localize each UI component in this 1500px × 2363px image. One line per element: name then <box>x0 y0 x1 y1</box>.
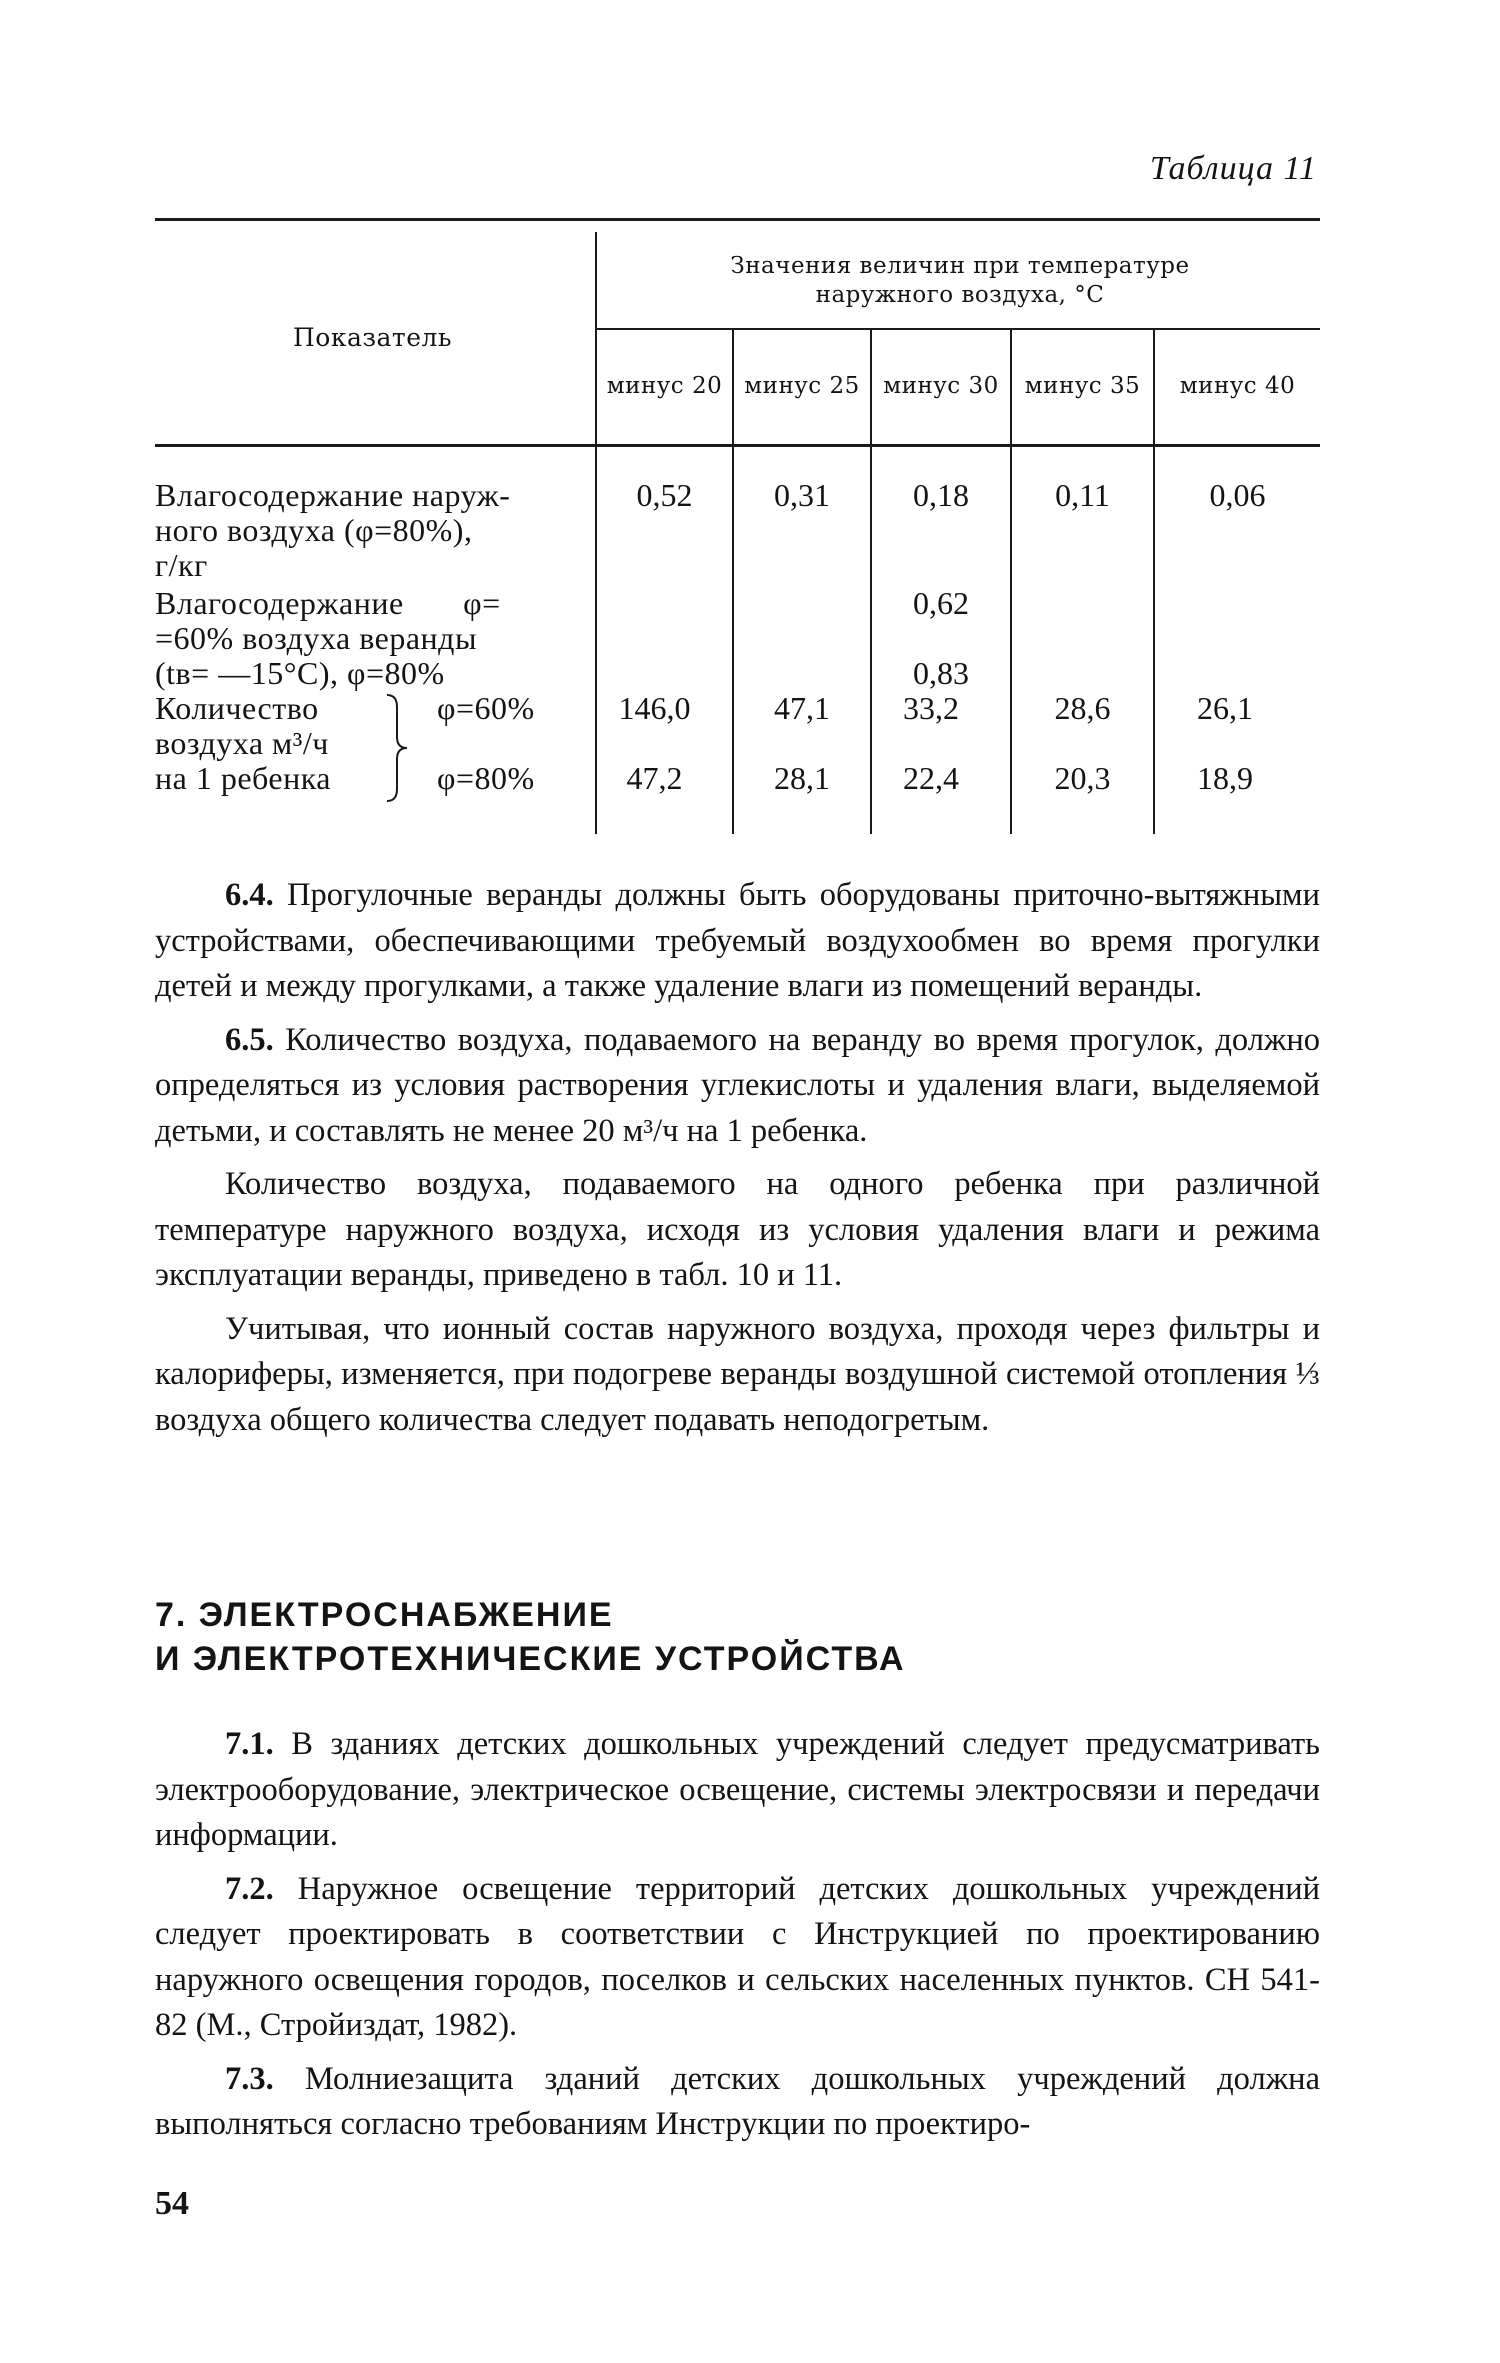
paragraph-ion-composition: Учитывая, что ионный состав наружного воздуха, проходя через фильтры и калориферы, изменяется, при подогреве веранды воздушной системой отопления ⅓ воздуха общего количества следует подавать неподогретым. <box>155 1310 1320 1438</box>
table-top-rule <box>155 218 1320 221</box>
table-cell: 0,62 <box>913 585 969 621</box>
group-header-line2: наружного воздуха, °С <box>815 282 1105 308</box>
paragraph-6-5: 6.5. Количество воздуха, подаваемого на веранду во время прогулок, должно определяться из условия растворения углекислоты и удаления влаги, выделяемой детьми, и составлять не менее 20 м³/ч на 1 ребенка. <box>155 1021 1321 1149</box>
table-cell: 0,31 <box>774 477 830 513</box>
table-caption: Таблица 11 <box>1149 150 1317 187</box>
paragraph-7-1: 7.1. В зданиях детских дошкольных учреждений следует предусматривать электрооборудование, электрическое освещение, системы электросвязи и передачи информации. <box>155 1726 1321 1853</box>
paragraph-6-4: 6.4. Прогулочные веранды должны быть оборудованы приточно-вытяжными устройствами, обеспечивающими требуемый воздухообмен во время прогулки детей и между прогулками, а также удаление влаги из помещений веранды. <box>155 877 1321 1004</box>
table-vline-2 <box>870 330 872 834</box>
table-cell: 18,9 <box>1197 760 1253 796</box>
table-cell: 22,4 <box>903 760 959 796</box>
group-header-line1: Значения величин при температуре <box>730 253 1190 279</box>
row-label-moisture-veranda: Влагосодержание φ= =60% воздуха веранды (tв= —15°С), φ=80% <box>155 585 501 691</box>
section-6-text <box>155 873 1320 1451</box>
table-cell: 0,11 <box>1055 477 1110 513</box>
row-label-moisture-outdoor: Влагосодержание наруж- ного воздуха (φ=80%), г/кг <box>155 477 511 583</box>
table-cell: 0,83 <box>913 655 969 691</box>
group-header <box>600 252 1320 310</box>
table-cell: 28,1 <box>774 760 830 796</box>
table-vline-4 <box>1153 330 1155 834</box>
table-cell: 20,3 <box>1054 760 1111 796</box>
paragraph-7-2: 7.2. Наружное освещение территорий детских дошкольных учреждений следует проектировать в соответствии с Инструкцией по проектированию наружного освещения городов, поселков и сельских населенных пунктов. СН 541-82 (М., Стройиздат, 1982). <box>155 1870 1320 2043</box>
table-cell: 47,2 <box>626 760 683 796</box>
table-vline-1 <box>732 330 734 834</box>
paragraph-air-quantity: Количество воздуха, подаваемого на одного ребенка при различной температуре наружного воздуха, исходя из условия удаления влаги и режима эксплуатации веранды, приведено в табл. 10 и 11. <box>155 1166 1320 1293</box>
table-cell: 47,1 <box>774 690 830 726</box>
table-cell: 28,6 <box>1054 690 1111 726</box>
row-label-air-quantity: Количество воздуха м³/ч на 1 ребенка <box>155 690 331 796</box>
row-phi-60: φ=60% <box>437 690 535 726</box>
table-cell: 0,52 <box>636 477 693 513</box>
table-cell: 26,1 <box>1197 690 1253 726</box>
col-header-minus30: минус 30 <box>883 373 999 399</box>
brace-icon <box>383 693 409 803</box>
section-7-heading: 7. ЭЛЕКТРОСНАБЖЕНИЕ И ЭЛЕКТРОТЕХНИЧЕСКИЕ УСТРОЙСТВА <box>155 1596 906 1678</box>
row-phi-80: φ=80% <box>437 760 535 796</box>
table-vline-3 <box>1010 330 1012 834</box>
col-header-minus20: минус 20 <box>606 373 723 399</box>
table-cell: 0,06 <box>1209 477 1266 513</box>
table-group-rule <box>595 328 1320 330</box>
paragraph-7-3: 7.3. Молниезащита зданий детских дошкольных учреждений должна выполняться согласно требованиям Инструкции по проектиро- <box>155 2060 1320 2142</box>
col-header-minus35: минус 35 <box>1024 373 1141 399</box>
table-cell: 0,18 <box>913 477 969 513</box>
table-cell: 146,0 <box>618 690 691 726</box>
col-header-minus25: минус 25 <box>744 373 860 399</box>
section-7-text <box>155 1722 1320 2156</box>
param-header: Показатель <box>292 323 453 352</box>
table-header-rule <box>155 444 1320 447</box>
col-header-minus40: минус 40 <box>1179 373 1296 399</box>
page-number: 54 <box>155 2185 189 2222</box>
table-cell: 33,2 <box>903 690 959 726</box>
table-vline-param <box>595 232 597 834</box>
data-table <box>155 218 1320 838</box>
